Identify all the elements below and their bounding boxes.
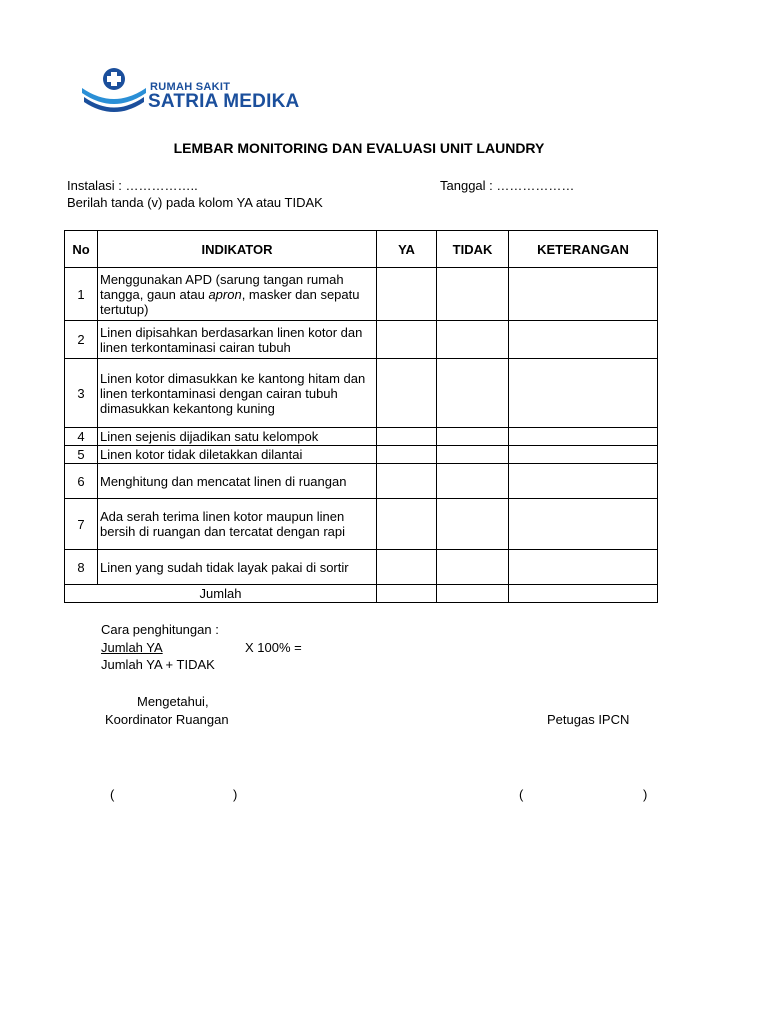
left-signature-open-paren: (	[110, 787, 115, 802]
table-row	[65, 464, 658, 499]
row-number: 1	[65, 268, 98, 321]
right-signature-close-paren: )	[643, 787, 648, 802]
tidak-cell[interactable]	[437, 446, 509, 464]
row-number: 6	[65, 464, 98, 499]
ya-cell[interactable]	[377, 359, 437, 428]
hospital-logo	[80, 66, 330, 122]
keterangan-cell[interactable]	[509, 321, 658, 359]
left-signature-close-paren: )	[233, 787, 238, 802]
tidak-cell[interactable]	[437, 550, 509, 585]
logo-line1: RUMAH SAKIT	[150, 81, 231, 93]
header-indikator: INDIKATOR	[98, 231, 377, 268]
ya-cell[interactable]	[377, 268, 437, 321]
table-row	[65, 268, 658, 321]
table-row	[65, 428, 658, 446]
calc-label: Cara penghitungan :	[101, 622, 219, 637]
instruction-text: Berilah tanda (v) pada kolom YA atau TIDAK	[67, 195, 323, 210]
row-number: 5	[65, 446, 98, 464]
keterangan-cell[interactable]	[509, 464, 658, 499]
row-number: 8	[65, 550, 98, 585]
tidak-cell[interactable]	[437, 428, 509, 446]
instalasi-field: Instalasi : ……………..	[67, 178, 198, 193]
header-ya: YA	[377, 231, 437, 268]
row-indikator	[98, 268, 377, 321]
table-row	[65, 550, 658, 585]
header-keterangan: KETERANGAN	[509, 231, 658, 268]
table-row	[65, 499, 658, 550]
logo-line2: SATRIA MEDIKA	[148, 91, 300, 112]
row-number: 4	[65, 428, 98, 446]
table-row	[65, 321, 658, 359]
ya-cell[interactable]	[377, 321, 437, 359]
indikator-text: Menggunakan APD (sarung tangan rumah tangga, gaun atau	[100, 271, 344, 302]
left-signature-role: Koordinator Ruangan	[105, 712, 229, 727]
indikator-text-end: , masker dan sepatu tertutup)	[100, 286, 360, 317]
tidak-cell[interactable]	[437, 464, 509, 499]
tidak-cell[interactable]	[437, 499, 509, 550]
row-indikator: Linen sejenis dijadikan satu kelompok	[98, 428, 377, 446]
row-indikator: Linen yang sudah tidak layak pakai di sortir	[98, 550, 377, 585]
page-title: LEMBAR MONITORING DAN EVALUASI UNIT LAUNDRY	[173, 140, 545, 156]
calc-numerator: Jumlah YA	[101, 640, 163, 655]
table-header-row	[65, 231, 658, 268]
keterangan-cell[interactable]	[509, 359, 658, 428]
keterangan-cell[interactable]	[509, 446, 658, 464]
row-indikator: Linen kotor tidak diletakkan dilantai	[98, 446, 377, 464]
hospital-cross-icon	[80, 66, 148, 122]
table-row	[65, 446, 658, 464]
ya-cell[interactable]	[377, 464, 437, 499]
total-label: Jumlah	[65, 585, 377, 603]
mengetahui-label: Mengetahui,	[137, 694, 209, 709]
row-indikator: Ada serah terima linen kotor maupun linen bersih di ruangan dan tercatat dengan rapi	[98, 499, 377, 550]
ya-cell[interactable]	[377, 428, 437, 446]
ya-cell[interactable]	[377, 499, 437, 550]
row-number: 3	[65, 359, 98, 428]
table-row	[65, 359, 658, 428]
keterangan-cell[interactable]	[509, 428, 658, 446]
row-number: 7	[65, 499, 98, 550]
tidak-cell[interactable]	[437, 359, 509, 428]
ya-cell[interactable]	[377, 446, 437, 464]
row-indikator: Linen kotor dimasukkan ke kantong hitam dan linen terkontaminasi dengan cairan tubuh dimasukkan kekantong kuning	[98, 359, 377, 428]
tidak-total-cell[interactable]	[437, 585, 509, 603]
header-no: No	[65, 231, 98, 268]
right-signature-role: Petugas IPCN	[547, 712, 630, 727]
tidak-cell[interactable]	[437, 268, 509, 321]
ya-total-cell[interactable]	[377, 585, 437, 603]
keterangan-cell[interactable]	[509, 268, 658, 321]
row-indikator: Menghitung dan mencatat linen di ruangan	[98, 464, 377, 499]
keterangan-total-cell[interactable]	[509, 585, 658, 603]
monitoring-table	[64, 230, 658, 603]
ya-cell[interactable]	[377, 550, 437, 585]
tidak-cell[interactable]	[437, 321, 509, 359]
keterangan-cell[interactable]	[509, 499, 658, 550]
tanggal-field: Tanggal : ………………	[440, 178, 575, 193]
calc-multiplier: X 100% =	[245, 640, 302, 655]
keterangan-cell[interactable]	[509, 550, 658, 585]
row-number: 2	[65, 321, 98, 359]
row-indikator: Linen dipisahkan berdasarkan linen kotor dan linen terkontaminasi cairan tubuh	[98, 321, 377, 359]
header-tidak: TIDAK	[437, 231, 509, 268]
indikator-italic: apron	[208, 286, 242, 302]
table-total-row	[65, 585, 658, 603]
calc-denominator: Jumlah YA + TIDAK	[101, 657, 215, 672]
right-signature-open-paren: (	[519, 787, 524, 802]
